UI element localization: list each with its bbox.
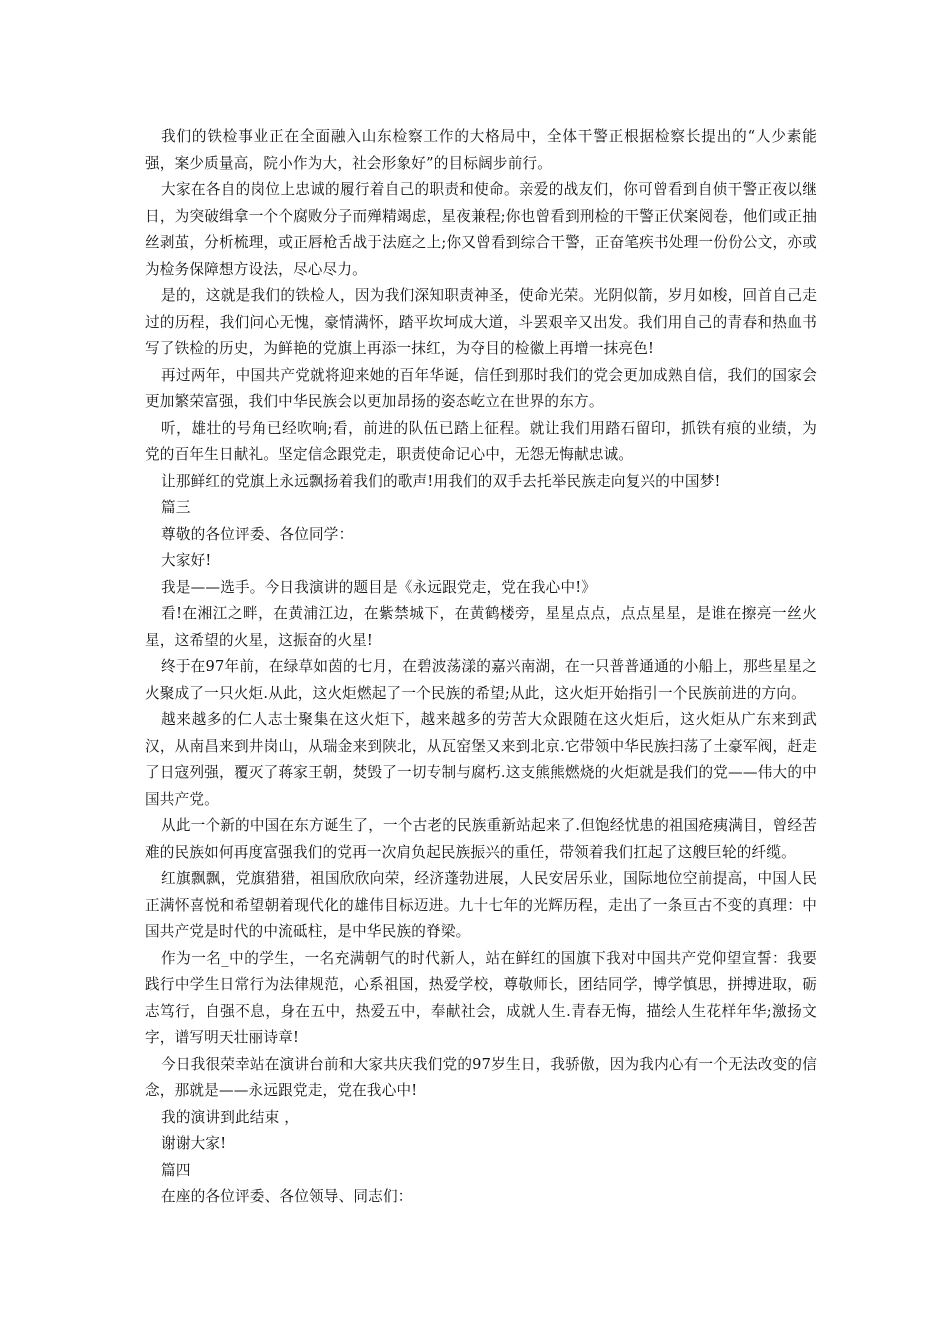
greeting: 大家好! — [161, 552, 212, 569]
paragraph: 看!在湘江之畔，在黄浦江边，在紫禁城下，在黄鹤楼旁，星星点点，点点星星，是谁在擦亮一丝火星，这希望的火星，这振奋的火星! — [145, 605, 817, 649]
salutation: 在座的各位评委、各位领导、同志们： — [161, 1188, 413, 1205]
salutation: 尊敬的各位评委、各位同学： — [161, 525, 354, 543]
paragraph: 作为一名_中的学生，一名充满朝气的时代新人，站在鲜红的国旗下我对中国共产党仰望宣誓：我要践行中学生日常行为法律规范，心系祖国，热爱学校，尊敬师长，团结同学，博学慎思，拼搏进取，砺志笃行，自强不息，身在五中，热爱五中，奉献社会，成就人生.青春无悔，描绘人生花样年华;激扬文字，谱写明天壮丽诗章! — [145, 949, 817, 1046]
paragraph: 大家在各自的岗位上忠诚的履行着自己的职责和使命。亲爱的战友们，你可曾看到自侦干警正夜以继日，为突破缉拿一个个腐败分子而殚精竭虑，星夜兼程;你也曾看到刑检的干警正伏案阅卷，他们或正抽丝剥茧，分析梳理，或正唇枪舌战于法庭之上;你又曾看到综合干警，正奋笔疾书处理一份份公文，亦或为检务保障想方设法，尽心尽力。 — [145, 181, 817, 278]
paragraph: 我们的铁检事业正在全面融入山东检察工作的大格局中，全体干警正根据检察长提出的“人少素能强，案少质量高，院小作为大，社会形象好”的目标阔步前行。 — [145, 128, 817, 172]
paragraph: 是的，这就是我们的铁检人，因为我们深知职责神圣，使命光荣。光阴似箭，岁月如梭，回首自己走过的历程，我们问心无愧，豪情满怀，踏平坎坷成大道，斗罢艰辛又出发。我们用自己的青春和热血书写了铁检的历史，为鲜艳的党旗上再添一抹红，为夺目的检徽上再增一抹亮色! — [145, 287, 817, 357]
section-heading: 篇三 — [161, 499, 191, 516]
closing-thanks: 谢谢大家! — [161, 1135, 227, 1152]
paragraph: 再过两年，中国共产党就将迎来她的百年华诞，信任到那时我们的党会更加成熟自信，我们的国家会更加繁荣富强，我们中华民族会以更加昂扬的姿态屹立在世界的东方。 — [145, 366, 817, 410]
paragraph: 越来越多的仁人志士聚集在这火炬下，越来越多的劳苦大众跟随在这火炬后，这火炬从广东来到武汉，从南昌来到井岗山，从瑞金来到陕北，从瓦窑堡又来到北京.它带领中华民族扫荡了土豪军阀，赶走了日寇列强，覆灭了蒋家王朝，焚毁了一切专制与腐朽.这支熊熊燃烧的火炬就是我们的党——伟大的中国共产党。 — [145, 711, 817, 808]
paragraph: 今日我很荣幸站在演讲台前和大家共庆我们党的97岁生日，我骄傲，因为我内心有一个无法改变的信念，那就是——永远跟党走，党在我心中! — [145, 1055, 817, 1099]
closing-line: 我的演讲到此结束 ， — [161, 1108, 300, 1126]
paragraph: 让那鲜红的党旗上永远飘扬着我们的歌声!用我们的双手去托举民族走向复兴的中国梦! — [161, 472, 721, 490]
paragraph: 红旗飘飘，党旗猎猎，祖国欣欣向荣，经济蓬勃进展，人民安居乐业，国际地位空前提高，中国人民正满怀喜悦和希望朝着现代化的雄伟目标迈进。九十七年的光辉历程，走出了一条亘古不变的真理：中国共产党是时代的中流砥柱，是中华民族的脊梁。 — [145, 870, 817, 940]
document-body — [145, 124, 817, 1211]
paragraph: 从此一个新的中国在东方诞生了，一个古老的民族重新站起来了.但饱经忧患的祖国疮痍满目，曾经苦难的民族如何再度富强我们的党再一次肩负起民族振兴的重任，带领着我们扛起了这艘巨轮的纤缆。 — [145, 817, 817, 861]
paragraph: 我是——选手。今日我演讲的题目是《永远跟党走，党在我心中!》 — [161, 578, 597, 596]
paragraph: 听，雄壮的号角已经吹响;看，前进的队伍已踏上征程。就让我们用踏石留印，抓铁有痕的业绩，为党的百年生日献礼。坚定信念跟党走，职责使命记心中，无怨无悔献忠诚。 — [145, 419, 817, 463]
section-heading: 篇四 — [161, 1161, 191, 1179]
paragraph: 终于在97年前，在绿草如茵的七月，在碧波荡漾的嘉兴南湖，在一只普普通通的小船上，那些星星之火聚成了一只火炬.从此，这火炬燃起了一个民族的希望;从此，这火炬开始指引一个民族前进的方向。 — [145, 658, 817, 702]
